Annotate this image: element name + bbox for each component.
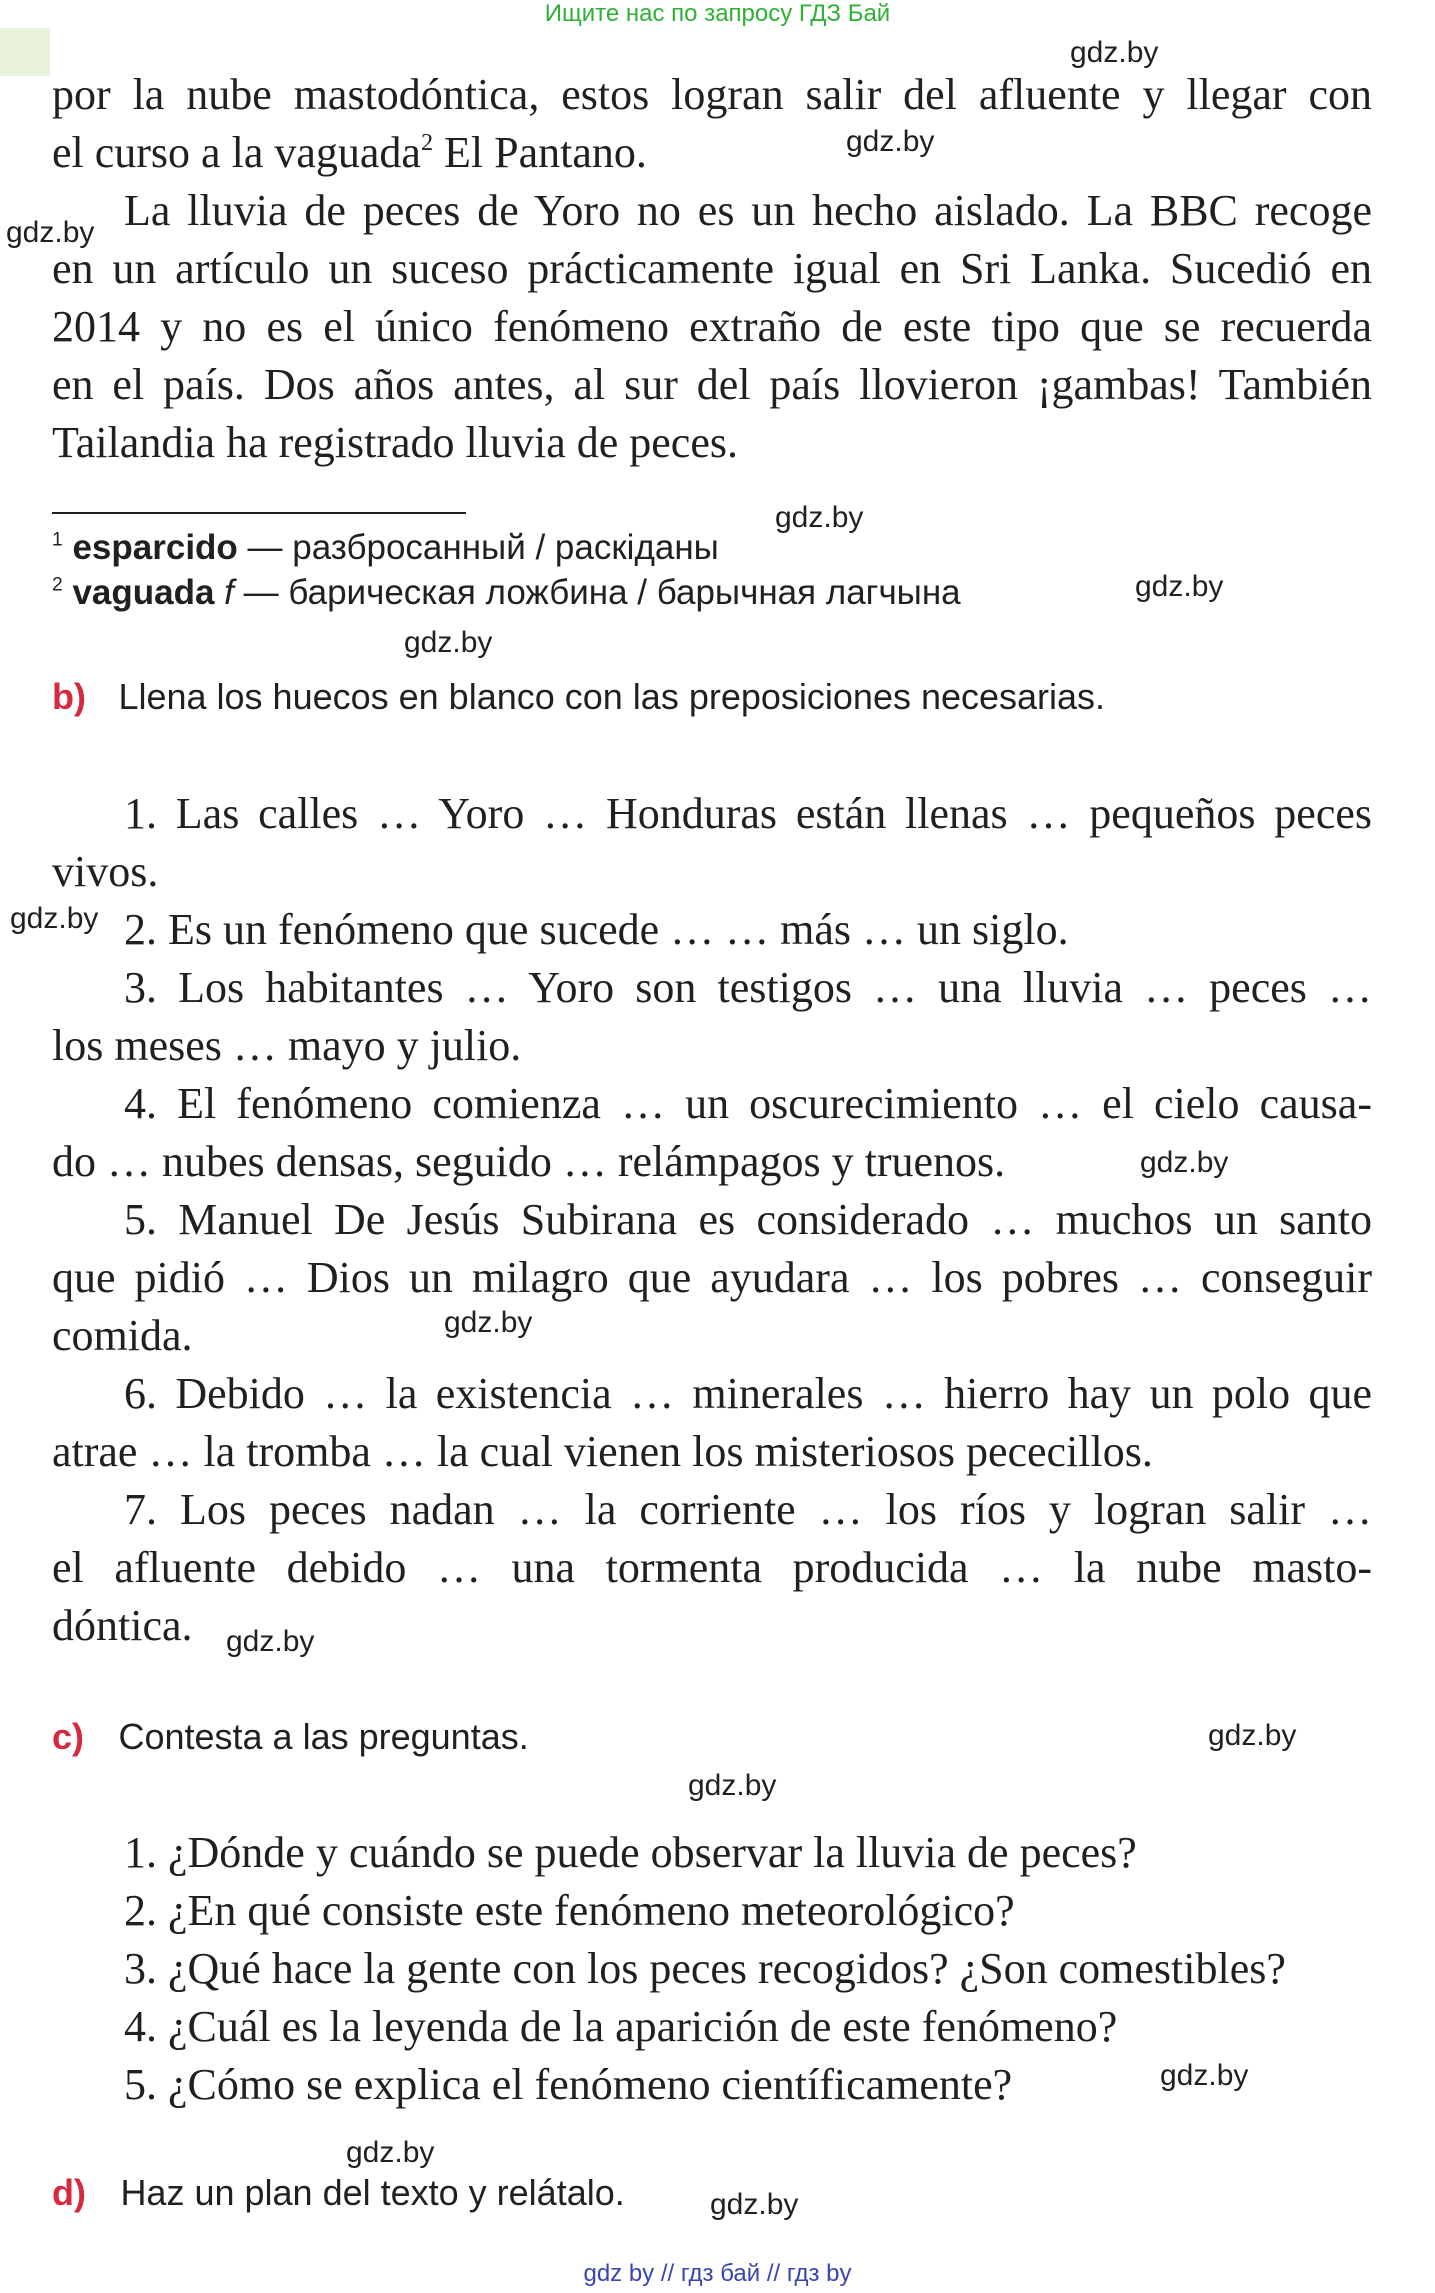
question-item: 5. ¿Cómo se explica el fenómeno científicamente? (124, 2060, 1013, 2109)
section-label: b) (52, 676, 86, 717)
exercise-line: los meses … mayo y julio. (52, 1021, 522, 1070)
watermark: gdz.by (10, 902, 99, 935)
exercise-line: vivos. (52, 847, 159, 896)
section-c-heading (52, 1716, 529, 1758)
question-item: 2. ¿En qué consiste este fenómeno meteorológico? (124, 1886, 1015, 1935)
text-line: 2014 y no es el único fenómeno extraño de este tipo que se recuerda (52, 302, 1372, 351)
footnote-1 (52, 528, 719, 568)
exercise-line: 6. Debido … la existencia … minerales … hierro hay un polo que (124, 1369, 1372, 1418)
footnote-ref: 2 (420, 129, 434, 157)
text-fragment: el curso a la vaguada (52, 128, 421, 177)
search-hint-banner[interactable]: Ищите нас по запросу ГДЗ Бай (544, 0, 891, 27)
question-item: 3. ¿Qué hace la gente con los peces recogidos? ¿Son comestibles? (124, 1944, 1286, 1993)
section-label: c) (52, 1716, 85, 1757)
question-item: 4. ¿Cuál es la leyenda de la aparición de este fenómeno? (124, 2002, 1118, 2051)
exercise-line: do … nubes densas, seguido … relámpagos y truenos. (52, 1137, 1006, 1186)
section-label: d) (52, 2172, 86, 2213)
footnote-number: 2 (52, 574, 63, 596)
exercise-line: que pidió … Dios un milagro que ayudara … los pobres … conseguir (52, 1253, 1372, 1302)
watermark: gdz.by (226, 1625, 315, 1658)
exercise-line: dóntica. (52, 1601, 193, 1650)
watermark: gdz.by (6, 216, 95, 249)
section-instruction: Haz un plan del texto y relátalo. (120, 2172, 625, 2213)
exercise-line: 2. Es un fenómeno que sucede … … más … un siglo. (124, 905, 1069, 954)
footnote-term: vaguada (72, 573, 215, 612)
questions-list (52, 1824, 1372, 2114)
exercise-line: comida. (52, 1311, 193, 1360)
section-instruction: Llena los huecos en blanco con las preposiciones necesarias. (118, 676, 1106, 717)
text-line: en el país. Dos años antes, al sur del país llovieron ¡gambas! También (52, 360, 1372, 409)
watermark: gdz.by (404, 626, 493, 659)
watermark: gdz.by (775, 501, 864, 534)
footnote-translation: — барическая ложбина / барычная лагчына (233, 573, 961, 612)
footnote-number: 1 (52, 529, 63, 551)
text-line: en un artículo un suceso prácticamente igual en Sri Lanka. Sucedió en (52, 244, 1372, 293)
question-item: 1. ¿Dónde y cuándo se puede observar la lluvia de peces? (124, 1828, 1137, 1877)
footer-links[interactable]: gdz by // гдз бай // гдз by (583, 2260, 852, 2287)
reading-text (52, 66, 1372, 472)
footnote-2 (52, 573, 961, 613)
section-d-heading (52, 2172, 625, 2214)
footnote-translation: — разбросанный / раскіданы (237, 528, 719, 567)
exercise-line: 3. Los habitantes … Yoro son testigos … una lluvia … peces … (124, 963, 1372, 1012)
text-fragment: El Pantano. (444, 128, 647, 177)
page-corner-tab (0, 28, 50, 76)
exercise-line: 5. Manuel De Jesús Subirana es considerado … muchos un santo (124, 1195, 1372, 1244)
footnote-gender: f (214, 573, 234, 612)
text-line (52, 124, 1372, 182)
watermark: gdz.by (710, 2188, 799, 2221)
text-line: Tailandia ha registrado lluvia de peces. (52, 418, 738, 467)
text-line: La lluvia de peces de Yoro no es un hecho aislado. La BBC recoge (124, 186, 1372, 235)
footnote-term: esparcido (72, 528, 238, 567)
watermark: gdz.by (688, 1769, 777, 1802)
watermark: gdz.by (1135, 570, 1224, 603)
watermark: gdz.by (1140, 1146, 1229, 1179)
watermark: gdz.by (346, 2136, 435, 2169)
watermark: gdz.by (1070, 36, 1159, 69)
section-b-heading (52, 676, 1105, 718)
text-line: por la nube mastodóntica, estos logran salir del afluente y llegar con (52, 70, 1372, 119)
exercise-line: 1. Las calles … Yoro … Honduras están llenas … pequeños peces (124, 789, 1372, 838)
watermark: gdz.by (846, 125, 935, 158)
exercise-line: el afluente debido … una tormenta producida … la nube masto- (52, 1543, 1372, 1592)
exercise-line: atrae … la tromba … la cual vienen los misteriosos pececillos. (52, 1427, 1153, 1476)
watermark: gdz.by (1160, 2059, 1249, 2092)
exercise-line: 4. El fenómeno comienza … un oscurecimiento … el cielo causa- (124, 1079, 1372, 1128)
exercise-line: 7. Los peces nadan … la corriente … los ríos y logran salir … (124, 1485, 1372, 1534)
watermark: gdz.by (444, 1306, 533, 1339)
watermark: gdz.by (1208, 1719, 1297, 1752)
section-instruction: Contesta a las preguntas. (118, 1716, 529, 1757)
exercise-b-list (52, 785, 1372, 1655)
footnote-divider (52, 512, 466, 514)
